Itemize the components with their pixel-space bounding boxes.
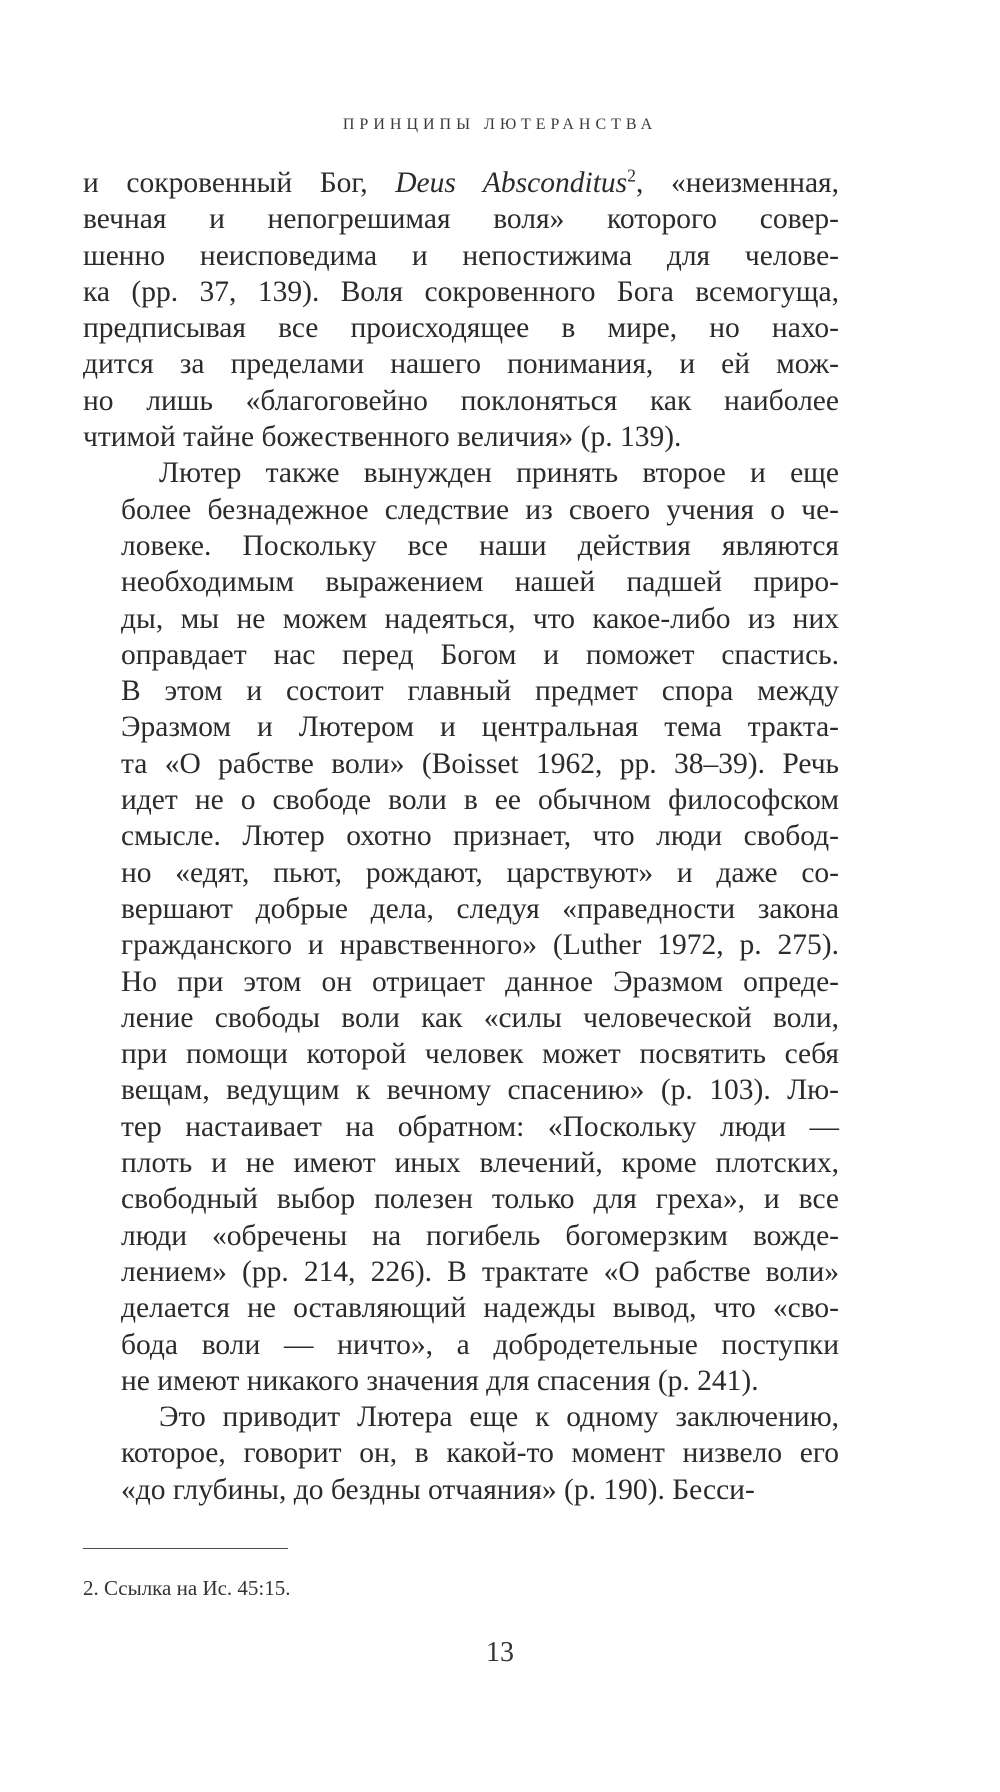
- text-line: идет не о свободе воли в ее обычном философском: [121, 784, 839, 817]
- text-line: ды, мы не можем надеяться, что какое-либо из них: [121, 602, 839, 635]
- text-line: лением» (pp. 214, 226). В трактате «О рабстве воли»: [121, 1255, 839, 1288]
- text-line: свободный выбор полезен только для греха», и все: [121, 1183, 839, 1216]
- text-line: Лютер также вынужден принять второе и еще: [159, 457, 839, 490]
- text-line: не имеют никакого значения для спасения (p. 241).: [121, 1364, 759, 1397]
- text-line: делается не оставляющий надежды вывод, что «сво-: [121, 1292, 839, 1325]
- running-head: ПРИНЦИПЫ ЛЮТЕРАНСТВА: [342, 116, 658, 133]
- text-line: вещам, ведущим к вечному спасению» (p. 103). Лю-: [121, 1074, 839, 1107]
- text-segment: , «неизменная,: [635, 167, 839, 199]
- footnote-rule: [83, 1548, 288, 1549]
- text-line: тер настаивает на обратном: «Поскольку люди —: [121, 1110, 839, 1143]
- text-line: ление свободы воли как «силы человеческой воли,: [121, 1001, 839, 1034]
- text-line: смысле. Лютер охотно признает, что люди свобод-: [121, 820, 839, 853]
- text-line: Это приводит Лютера еще к одному заключению,: [159, 1401, 839, 1434]
- text-line: В этом и состоит главный предмет спора между: [121, 675, 839, 708]
- text-line: «до глубины, до бездны отчаяния» (p. 190). Бесси-: [121, 1473, 755, 1506]
- text-line: гражданского и нравственного» (Luther 1972, p. 275).: [121, 929, 839, 962]
- text-line: Эразмом и Лютером и центральная тема тракта-: [121, 711, 839, 744]
- footnote: 2. Ссылка на Ис. 45:15.: [83, 1576, 291, 1600]
- text-segment: и сокровенный Бог,: [83, 167, 396, 199]
- text-line: более безнадежное следствие из своего учения о че-: [121, 493, 839, 526]
- text-line: дится за пределами нашего понимания, и ей мож-: [83, 348, 839, 381]
- text-line: вечная и непогрешимая воля» которого совер-: [83, 203, 839, 236]
- text-line: при помощи которой человек может посвятить себя: [121, 1038, 839, 1071]
- page-number: 13: [486, 1637, 514, 1668]
- text-line: люди «обречены на погибель богомерзким вожде-: [121, 1219, 839, 1252]
- text-line: та «О рабстве воли» (Boisset 1962, pp. 38–39). Речь: [121, 747, 839, 780]
- text-line: оправдает нас перед Богом и поможет спастись.: [121, 638, 839, 671]
- footnote-marker: 2: [627, 165, 636, 186]
- text-line: но «едят, пьют, рождают, царствуют» и даже со-: [121, 856, 839, 889]
- text-line: но лишь «благоговейно поклоняться как наиболее: [83, 384, 839, 417]
- text-line: [83, 165, 839, 201]
- paragraph: [83, 455, 839, 1399]
- paragraph: [83, 1399, 839, 1508]
- body-text: [83, 165, 839, 1508]
- text-line: вершают добрые дела, следуя «праведности закона: [121, 892, 839, 925]
- text-line: предписывая все происходящее в мире, но нахо-: [83, 312, 839, 345]
- paragraph: [83, 165, 839, 455]
- text-line: которое, говорит он, в какой-то момент низвело его: [121, 1437, 839, 1470]
- text-line: плоть и не имеют иных влечений, кроме плотских,: [121, 1147, 839, 1180]
- text-line: Но при этом он отрицает данное Эразмом опреде-: [121, 965, 839, 998]
- italic-term: Deus Absconditus: [395, 167, 628, 199]
- text-line: ловеке. Поскольку все наши действия являются: [121, 529, 839, 562]
- text-line: необходимым выражением нашей падшей приро-: [121, 566, 839, 599]
- text-line: бода воли — ничто», а добродетельные поступки: [121, 1328, 839, 1361]
- text-line: чтимой тайне божественного величия» (p. 139).: [83, 421, 682, 454]
- text-line: шенно неисповедима и непостижима для челове-: [83, 239, 839, 272]
- text-line: ка (pp. 37, 139). Воля сокровенного Бога всемогуща,: [83, 275, 839, 308]
